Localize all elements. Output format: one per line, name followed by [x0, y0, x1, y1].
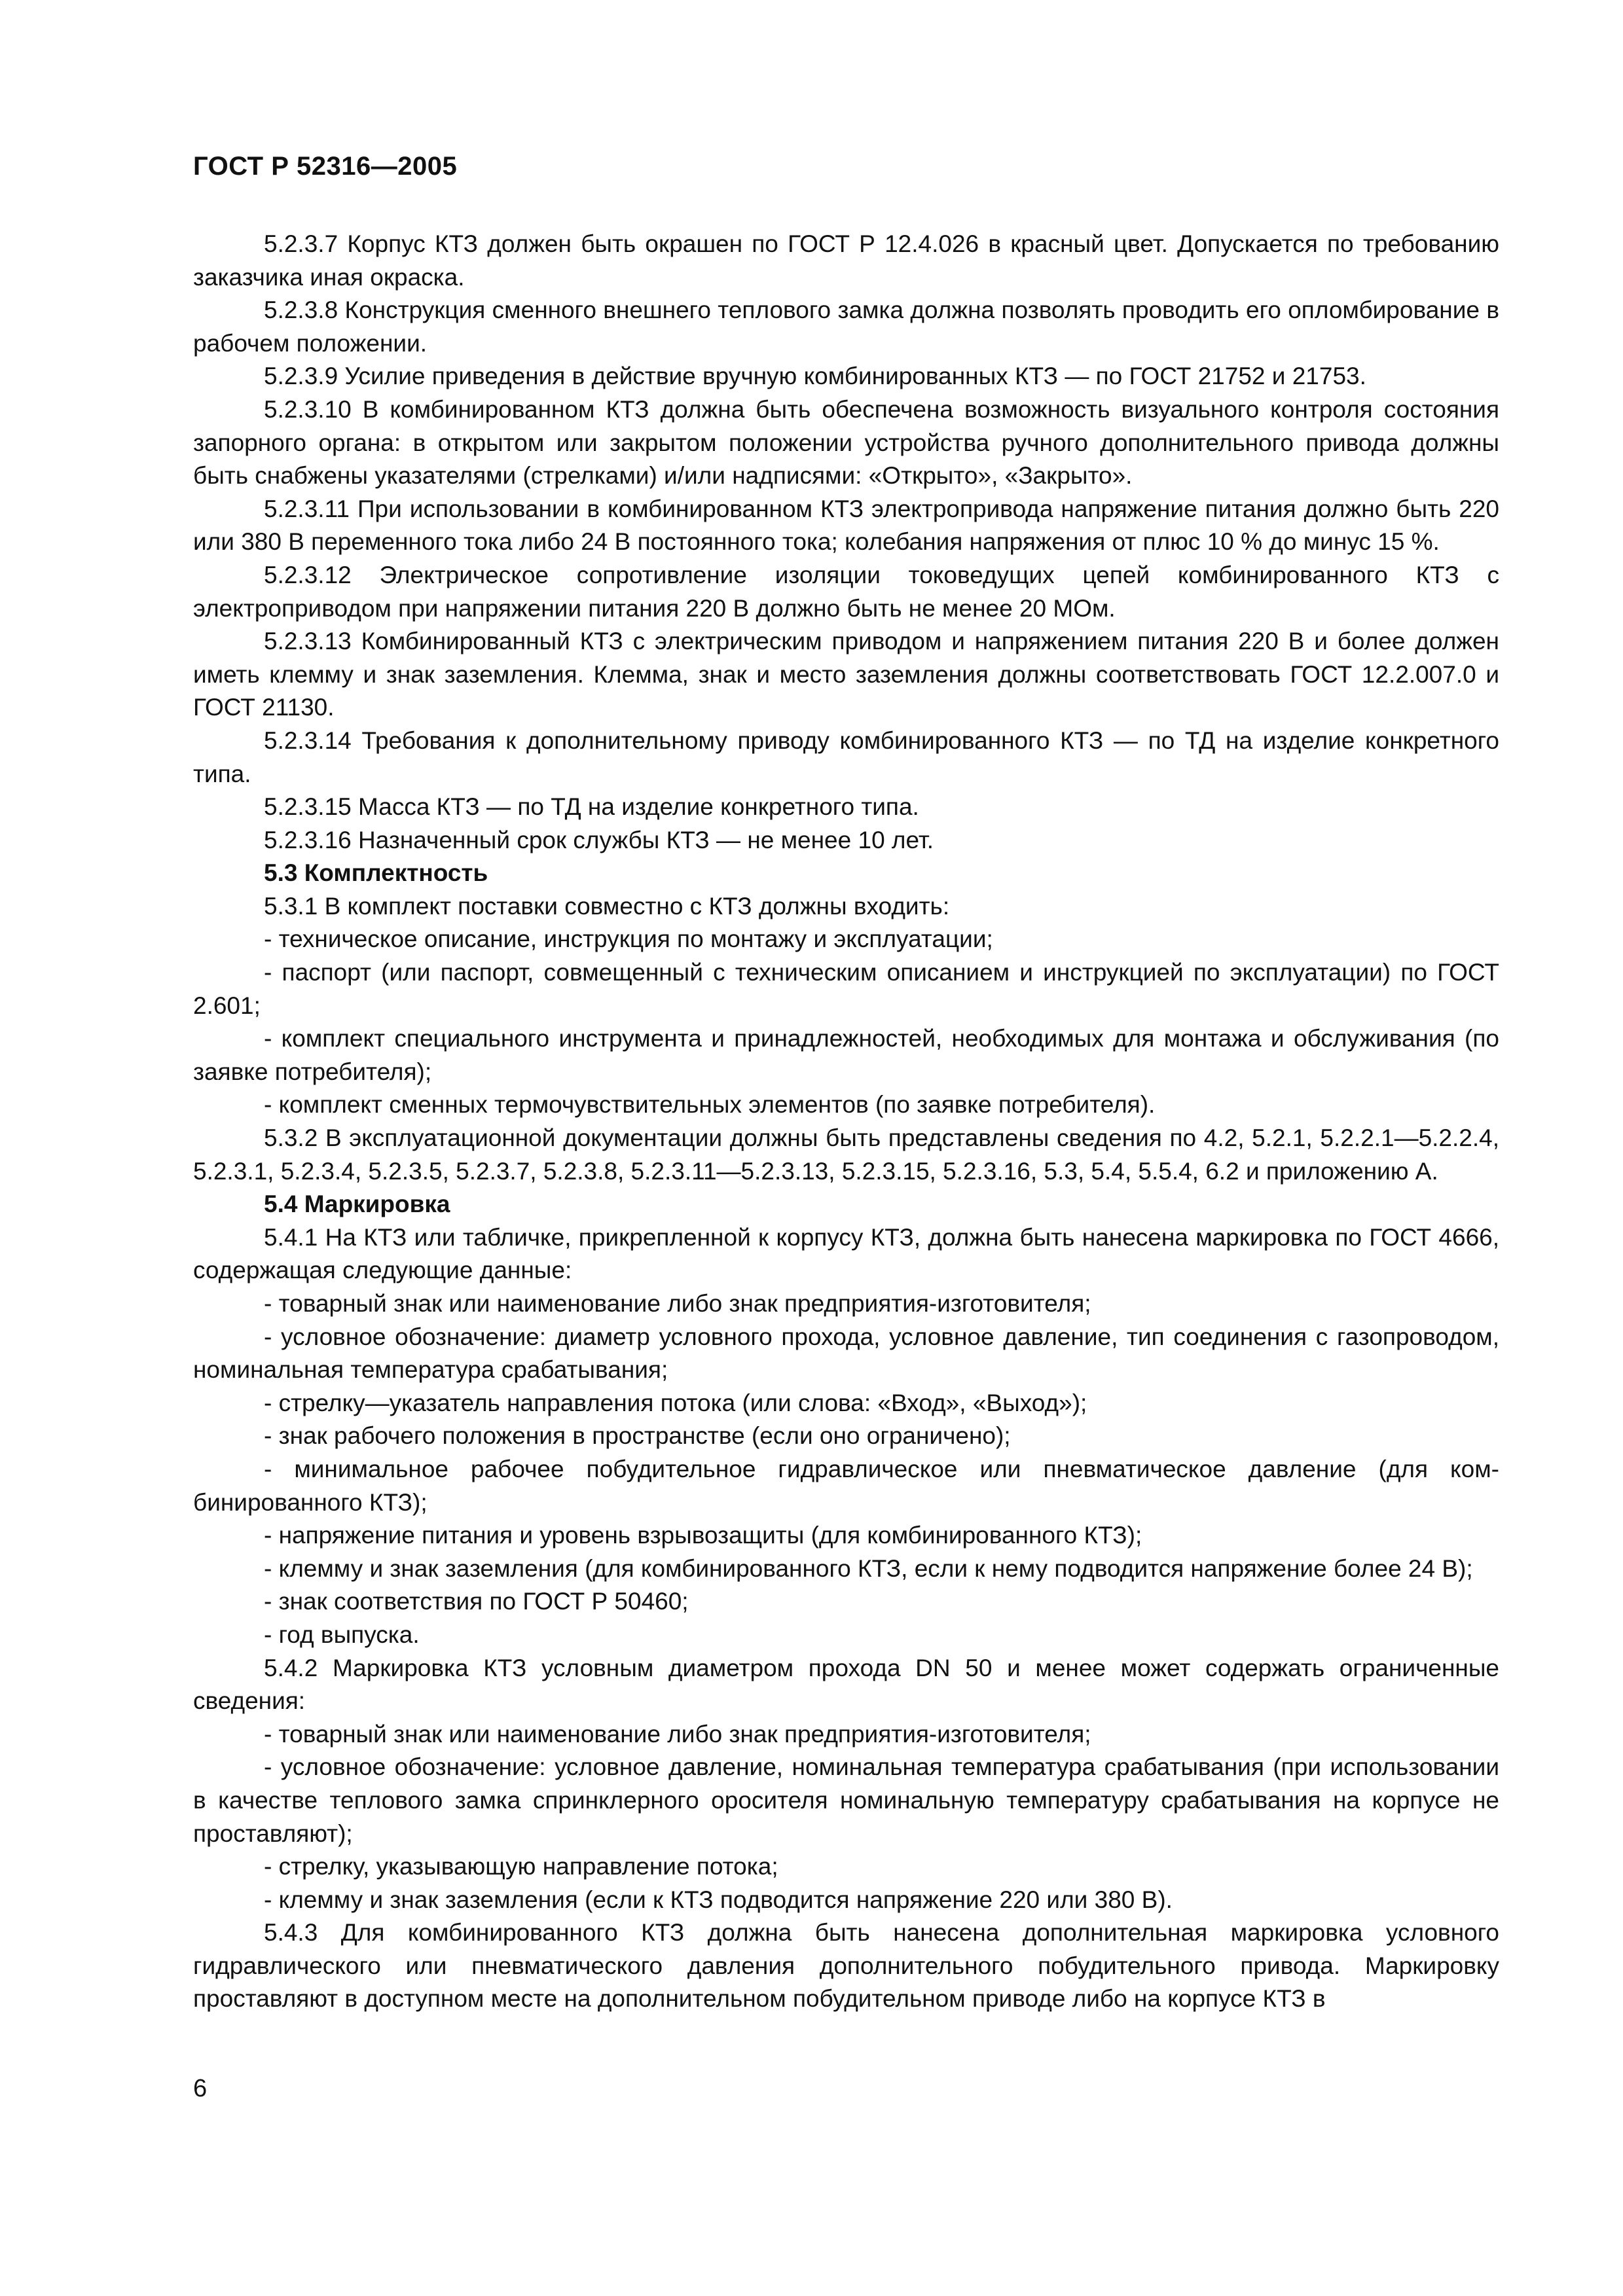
list-item: - год выпуска. [264, 1621, 420, 1648]
section-heading-5-4: 5.4 Маркировка [264, 1191, 450, 1218]
paragraph-5-4-3: 5.4.3 Для комбинированного КТЗ должна быть нанесена дополнительная маркировка условного гидравлического или пневматического давления дополнительного побудительного привода. Маркировку проставляют в доступном месте на дополнительном побудительном приводе либо на корпусе КТЗ в [193, 1919, 1499, 2013]
paragraph-5-3-2: 5.3.2 В эксплуатационной документации должны быть представлены сведения по 4.2, 5.2.1, 5.2.2.1—5.2.2.4, 5.2.3.1, 5.2.3.4, 5.2.3.5, 5.2.3.7, 5.2.3.8, 5.2.3.11—5.2.3.13, 5.2.3.15, 5.2.3.16, 5.3, 5.4, 5.5.4, 6.2 и приложению А. [193, 1124, 1499, 1185]
list-item: - техническое описание, инструкция по монтажу и эксплуатации; [264, 925, 993, 953]
list-item: - товарный знак или наименование либо знак предприятия-изготовителя; [264, 1720, 1091, 1748]
list-item: - комплект специального инструмента и принадлежностей, необходимых для монтажа и обслуживания (по заявке потребителя); [193, 1025, 1499, 1085]
paragraph-5-2-3-8: 5.2.3.8 Конструкция сменного внешнего теплового замка должна позволять проводить его опломбирование в рабочем положении. [193, 296, 1499, 357]
list-item: - клемму и знак заземления (если к КТЗ подводится напряжение 220 или 380 В). [264, 1886, 1173, 1913]
list-item: - клемму и знак заземления (для комбинированного КТЗ, если к нему подводится напряжение более 24 В); [264, 1554, 1473, 1582]
list-item: - комплект сменных термочувствительных элементов (по заявке потребителя). [264, 1091, 1156, 1119]
document-code-header: ГОСТ Р 52316—2005 [193, 152, 458, 181]
paragraph-5-2-3-7: 5.2.3.7 Корпус КТЗ должен быть окрашен по ГОСТ Р 12.4.026 в красный цвет. Допускается по требованию заказчика иная окраска. [193, 230, 1499, 291]
list-item: - условное обозначение: диаметр условного прохода, условное давление, тип соединения с газопроводом, номинальная температура срабатывания; [193, 1323, 1499, 1384]
paragraph-5-2-3-13: 5.2.3.13 Комбинированный КТЗ с электрическим приводом и напряжением питания 220 В и более должен иметь клемму и знак заземления. Клемма, знак и место заземления должны соответствовать ГОСТ 12.2.007.0 и ГОСТ 21130. [193, 628, 1499, 721]
paragraph-5-2-3-15: 5.2.3.15 Масса КТЗ — по ТД на изделие конкретного типа. [264, 793, 919, 821]
paragraph-5-2-3-11: 5.2.3.11 При использовании в комбинированном КТЗ электропривода напряжение питания должно быть 220 или 380 В переменного тока либо 24 В постоянного тока; колебания напряжения от плюс 10 % до минус 15 %. [193, 495, 1499, 556]
list-item: - знак соответствия по ГОСТ Р 50460; [264, 1588, 689, 1615]
paragraph-5-4-1: 5.4.1 На КТЗ или табличке, прикрепленной к корпусу КТЗ, должна быть нанесена маркировка по ГОСТ 4666, содержащая следующие данные: [193, 1223, 1499, 1284]
section-heading-5-3: 5.3 Комплектность [264, 859, 488, 887]
list-item: - условное обозначение: условное давление, номинальная температура срабатывания (при использовании в качестве теплового замка спринклерного оросителя номинальную температуру срабатывания на корпусе не проставляют); [193, 1753, 1499, 1847]
paragraph-5-4-2: 5.4.2 Маркировка КТЗ условным диаметром прохода DN 50 и менее может содержать ограниченные сведения: [193, 1654, 1499, 1715]
list-item: - товарный знак или наименование либо знак предприятия-изготовителя; [264, 1290, 1091, 1317]
paragraph-5-2-3-14: 5.2.3.14 Требования к дополнительному приводу комбинированного КТЗ — по ТД на изделие конкретного типа. [193, 726, 1499, 787]
list-item: - напряжение питания и уровень взрывозащиты (для комбинированного КТЗ); [264, 1522, 1142, 1549]
list-item: - минимальное рабочее побудительное гидравлическое или пневматическое давление (для комбинированного КТЗ); [193, 1455, 1499, 1516]
paragraph-5-2-3-9: 5.2.3.9 Усилие приведения в действие вручную комбинированных КТЗ — по ГОСТ 21752 и 21753. [264, 363, 1366, 390]
document-body [193, 228, 1499, 2016]
list-item: - паспорт (или паспорт, совмещенный с техническим описанием и инструкцией по эксплуатации) по ГОСТ 2.601; [193, 959, 1499, 1019]
list-item: - стрелку, указывающую направление потока; [264, 1853, 778, 1880]
paragraph-5-2-3-16: 5.2.3.16 Назначенный срок службы КТЗ — не менее 10 лет. [264, 826, 934, 853]
page-number: 6 [193, 2075, 208, 2102]
list-item: - стрелку—указатель направления потока (или слова: «Вход», «Выход»); [264, 1389, 1087, 1416]
paragraph-5-2-3-12: 5.2.3.12 Электрическое сопротивление изоляции токоведущих цепей комбинированного КТЗ с электроприводом при напряжении питания 220 В должно быть не менее 20 МОм. [193, 561, 1499, 622]
list-item: - знак рабочего положения в пространстве (если оно ограничено); [264, 1422, 1011, 1450]
paragraph-5-3-1: 5.3.1 В комплект поставки совместно с КТЗ должны входить: [264, 892, 950, 920]
paragraph-5-2-3-10: 5.2.3.10 В комбинированном КТЗ должна быть обеспечена возможность визуального контроля состояния запорного органа: в открытом или закрытом положении устройства ручного дополнительного привода должны быть снабжены указателями (стрелками) и/или надписями: «Открыто», «Закрыто». [193, 395, 1499, 490]
